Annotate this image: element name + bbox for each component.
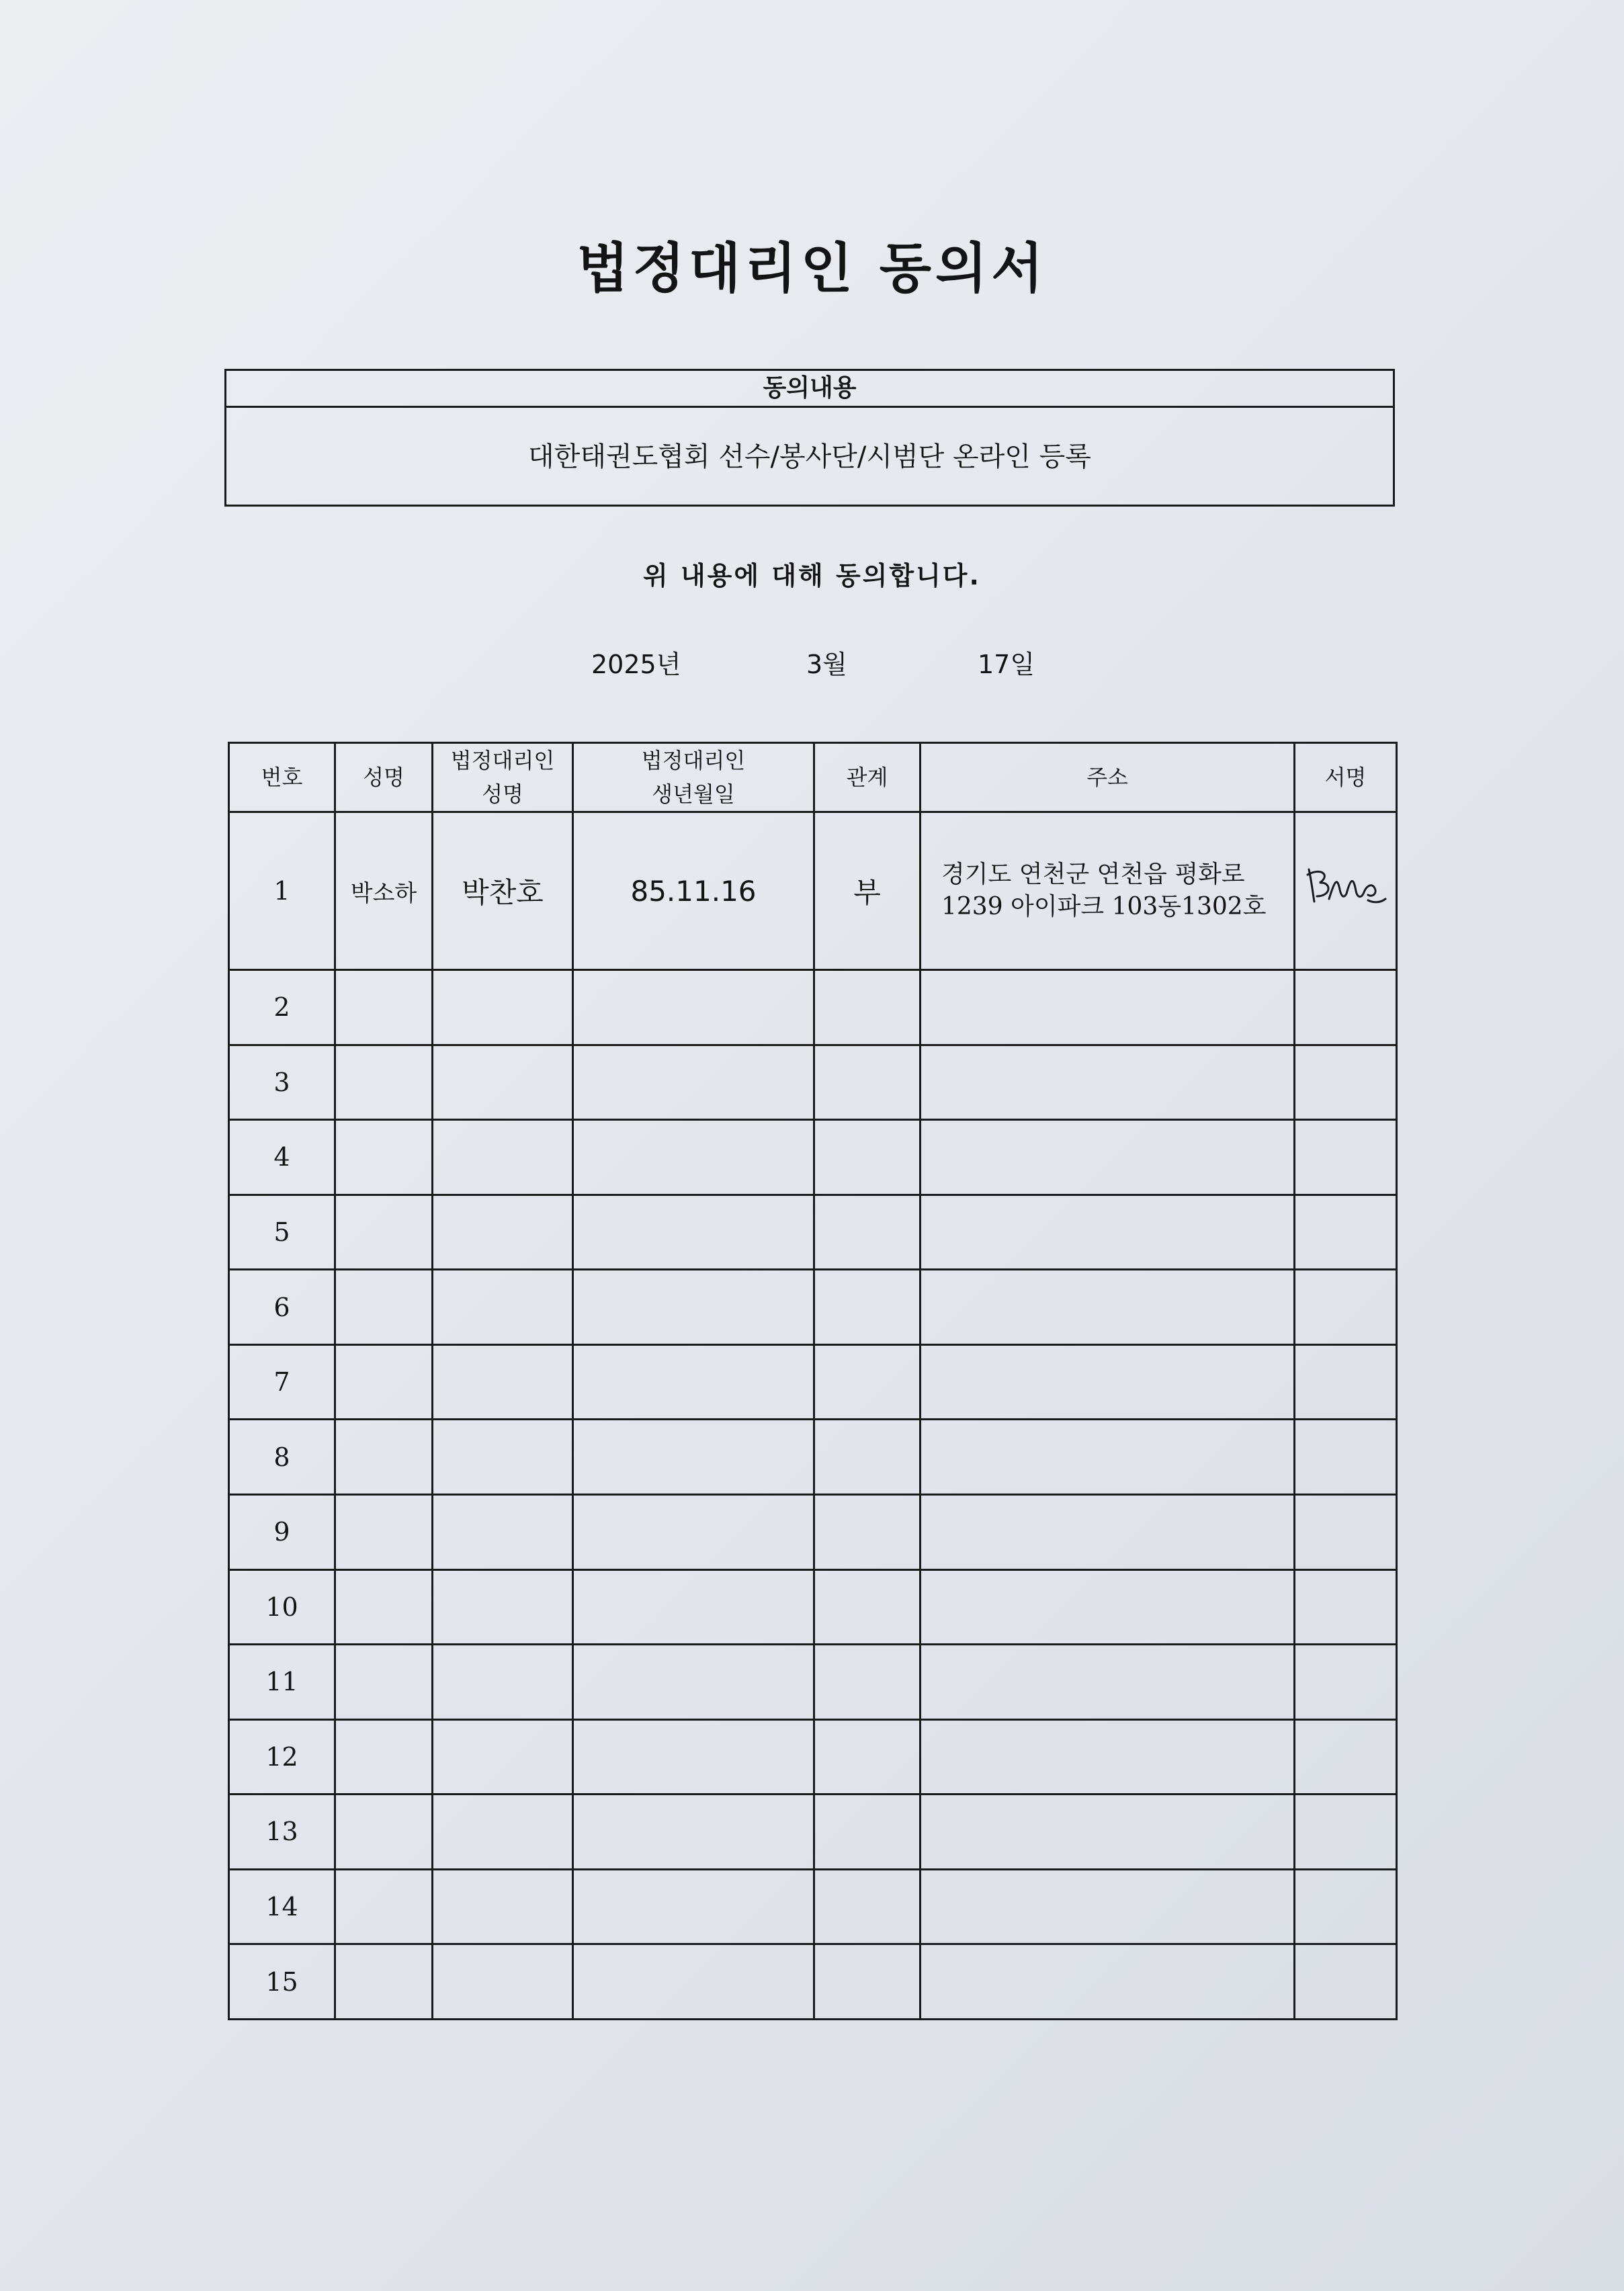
- cell-relation: [814, 970, 921, 1045]
- cell-signature: [1295, 1719, 1397, 1795]
- cell-relation: [814, 1645, 921, 1720]
- cell-guardian-birth: [573, 1420, 814, 1495]
- cell-signature: [1295, 1645, 1397, 1720]
- cell-guardian-birth: [573, 1944, 814, 2020]
- cell-signature: [1295, 1270, 1397, 1345]
- cell-name: [335, 1645, 433, 1720]
- cell-no: 10: [229, 1569, 335, 1645]
- cell-signature: [1295, 1045, 1397, 1120]
- table-row: [229, 812, 1397, 970]
- table-row: [229, 1420, 1397, 1495]
- table-row: [229, 1795, 1397, 1870]
- cell-name: [335, 1494, 433, 1569]
- date-month: 3월: [806, 650, 847, 679]
- cell-guardian-name: [433, 1195, 573, 1270]
- cell-name: [335, 1344, 433, 1420]
- header-signature: 서명: [1295, 743, 1397, 812]
- cell-relation: [814, 1795, 921, 1870]
- cell-signature: [1295, 1494, 1397, 1569]
- cell-address: [921, 1420, 1295, 1495]
- cell-guardian-name: 박찬호: [433, 812, 573, 970]
- cell-guardian-name: [433, 1120, 573, 1195]
- cell-name: [335, 1120, 433, 1195]
- table-row: [229, 1645, 1397, 1720]
- cell-guardian-birth: [573, 1645, 814, 1720]
- cell-name: [335, 1795, 433, 1870]
- cell-guardian-name: [433, 1569, 573, 1645]
- cell-no: 15: [229, 1944, 335, 2020]
- cell-guardian-birth: [573, 1045, 814, 1120]
- cell-relation: [814, 1195, 921, 1270]
- cell-address: [921, 1795, 1295, 1870]
- table-row: [229, 1569, 1397, 1645]
- table-row: [229, 1195, 1397, 1270]
- cell-signature: [1295, 812, 1397, 970]
- cell-signature: [1295, 1795, 1397, 1870]
- cell-address: [921, 1719, 1295, 1795]
- table-row: [229, 970, 1397, 1045]
- cell-guardian-name: [433, 1270, 573, 1345]
- table-header-row: [229, 743, 1397, 812]
- page-title: 법정대리인 동의서: [576, 237, 1048, 300]
- cell-no: 11: [229, 1645, 335, 1720]
- cell-relation: [814, 1270, 921, 1345]
- cell-guardian-name: [433, 1795, 573, 1870]
- cell-address: [921, 970, 1295, 1045]
- cell-name: [335, 1420, 433, 1495]
- cell-name: [335, 970, 433, 1045]
- cell-guardian-birth: [573, 1719, 814, 1795]
- cell-no: 14: [229, 1869, 335, 1944]
- cell-guardian-birth: 85.11.16: [573, 812, 814, 970]
- header-guardian-birth: 법정대리인 생년월일: [573, 743, 814, 812]
- cell-signature: [1295, 970, 1397, 1045]
- cell-guardian-name: [433, 970, 573, 1045]
- header-name: 성명: [335, 743, 433, 812]
- cell-guardian-name: [433, 1719, 573, 1795]
- cell-signature: [1295, 1869, 1397, 1944]
- agreement-statement: 위 내용에 대해 동의합니다.: [643, 561, 981, 591]
- cell-no: 7: [229, 1344, 335, 1420]
- cell-address: [921, 1344, 1295, 1420]
- cell-guardian-birth: [573, 1195, 814, 1270]
- cell-address: [921, 1869, 1295, 1944]
- header-no: 번호: [229, 743, 335, 812]
- cell-name: [335, 1045, 433, 1120]
- cell-no: 2: [229, 970, 335, 1045]
- cell-guardian-birth: [573, 1869, 814, 1944]
- cell-name: [335, 1719, 433, 1795]
- cell-no: 3: [229, 1045, 335, 1120]
- cell-signature: [1295, 1120, 1397, 1195]
- consent-box: [224, 369, 1395, 507]
- cell-relation: [814, 1944, 921, 2020]
- cell-guardian-birth: [573, 1344, 814, 1420]
- consent-body: 대한태권도협회 선수/봉사단/시범단 온라인 등록: [528, 441, 1091, 472]
- cell-relation: [814, 1569, 921, 1645]
- table-row: [229, 1270, 1397, 1345]
- cell-guardian-birth: [573, 1494, 814, 1569]
- cell-relation: [814, 1120, 921, 1195]
- table-row: [229, 1045, 1397, 1120]
- cell-name: [335, 1869, 433, 1944]
- cell-signature: [1295, 1944, 1397, 2020]
- cell-no: 1: [229, 812, 335, 970]
- cell-guardian-name: [433, 1344, 573, 1420]
- cell-guardian-name: [433, 1944, 573, 2020]
- cell-no: 13: [229, 1795, 335, 1870]
- cell-guardian-birth: [573, 1120, 814, 1195]
- cell-no: 5: [229, 1195, 335, 1270]
- cell-no: 8: [229, 1420, 335, 1495]
- cell-guardian-name: [433, 1420, 573, 1495]
- cell-guardian-birth: [573, 970, 814, 1045]
- cell-no: 12: [229, 1719, 335, 1795]
- cell-address: [921, 1944, 1295, 2020]
- table-row: [229, 1120, 1397, 1195]
- cell-relation: [814, 1494, 921, 1569]
- cell-relation: [814, 1344, 921, 1420]
- table-row: [229, 1869, 1397, 1944]
- cell-signature: [1295, 1195, 1397, 1270]
- cell-guardian-birth: [573, 1270, 814, 1345]
- cell-address: [921, 1195, 1295, 1270]
- cell-guardian-birth: [573, 1795, 814, 1870]
- cell-signature: [1295, 1420, 1397, 1495]
- cell-relation: [814, 1719, 921, 1795]
- consent-table: [228, 742, 1398, 2020]
- cell-address: [921, 1120, 1295, 1195]
- table-row: [229, 1719, 1397, 1795]
- cell-address: [921, 1494, 1295, 1569]
- cell-guardian-name: [433, 1045, 573, 1120]
- signature-mark: [1302, 861, 1390, 915]
- cell-guardian-name: [433, 1869, 573, 1944]
- header-address: 주소: [921, 743, 1295, 812]
- consent-heading: 동의내용: [226, 371, 1393, 408]
- cell-relation: 부: [814, 812, 921, 970]
- cell-relation: [814, 1869, 921, 1944]
- cell-no: 6: [229, 1270, 335, 1345]
- cell-name: [335, 1944, 433, 2020]
- cell-guardian-name: [433, 1645, 573, 1720]
- cell-name: 박소하: [335, 812, 433, 970]
- date-day: 17일: [978, 650, 1035, 679]
- cell-address: [921, 1569, 1295, 1645]
- header-relation: 관계: [814, 743, 921, 812]
- cell-no: 9: [229, 1494, 335, 1569]
- cell-signature: [1295, 1344, 1397, 1420]
- cell-name: [335, 1270, 433, 1345]
- cell-name: [335, 1569, 433, 1645]
- table-row: [229, 1344, 1397, 1420]
- header-guardian-name: 법정대리인 성명: [433, 743, 573, 812]
- cell-address: [921, 1645, 1295, 1720]
- date-year: 2025년: [591, 650, 681, 679]
- address-line-2: 1239 아이파크 103동1302호: [941, 893, 1267, 920]
- cell-name: [335, 1195, 433, 1270]
- cell-address: [921, 1270, 1295, 1345]
- table-row: [229, 1944, 1397, 2020]
- cell-relation: [814, 1420, 921, 1495]
- cell-address: [921, 1045, 1295, 1120]
- address-line-1: 경기도 연천군 연천읍 평화로: [941, 861, 1245, 888]
- cell-guardian-birth: [573, 1569, 814, 1645]
- cell-address: [921, 812, 1295, 970]
- table-row: [229, 1494, 1397, 1569]
- cell-relation: [814, 1045, 921, 1120]
- cell-guardian-name: [433, 1494, 573, 1569]
- cell-no: 4: [229, 1120, 335, 1195]
- cell-signature: [1295, 1569, 1397, 1645]
